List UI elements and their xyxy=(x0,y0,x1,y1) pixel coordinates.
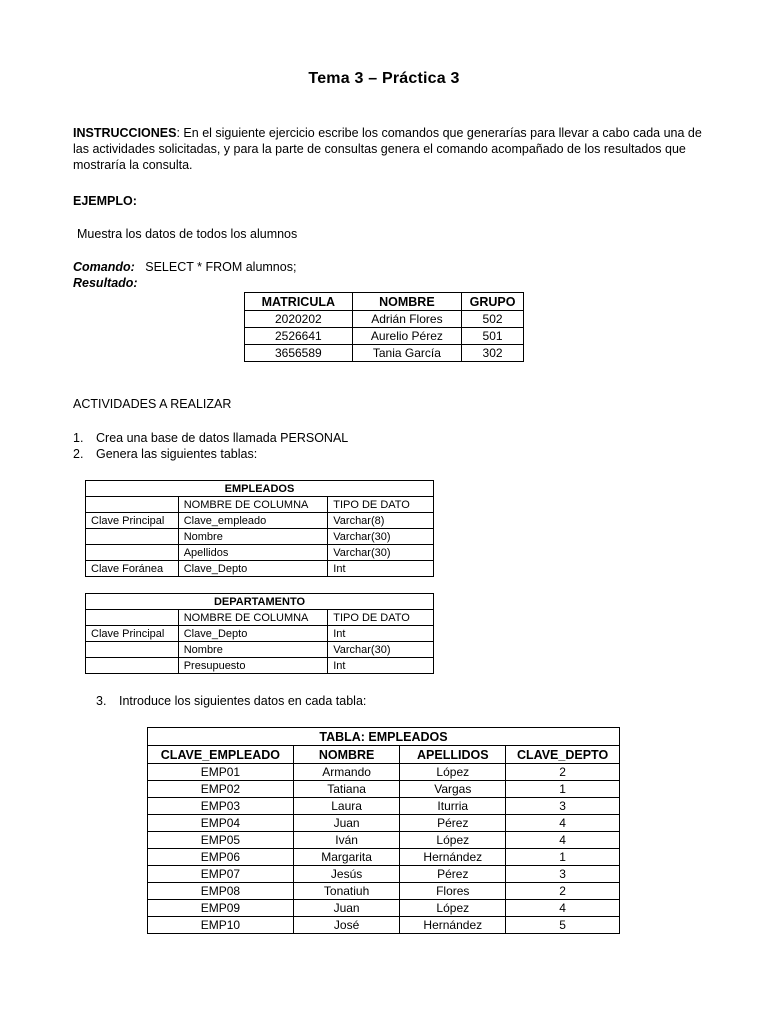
table-cell: Presupuesto xyxy=(178,658,328,674)
table-row xyxy=(245,345,524,362)
departamento-structure-table xyxy=(85,593,434,674)
table-cell: 2020202 xyxy=(245,311,353,328)
table-cell: Aurelio Pérez xyxy=(352,328,461,345)
table-row xyxy=(148,900,620,917)
table-cell: Jesús xyxy=(293,866,400,883)
command-line xyxy=(73,259,703,275)
table-cell xyxy=(86,642,179,658)
table-cell: Clave_Depto xyxy=(178,626,328,642)
table-row xyxy=(148,781,620,798)
table-cell xyxy=(86,529,179,545)
table-cell: Margarita xyxy=(293,849,400,866)
table-cell xyxy=(86,497,179,513)
table-header-cell: GRUPO xyxy=(462,293,524,311)
table-row xyxy=(148,917,620,934)
table-row xyxy=(148,815,620,832)
table-cell: EMP01 xyxy=(148,764,294,781)
table-row xyxy=(148,883,620,900)
table-header-cell: APELLIDOS xyxy=(400,746,506,764)
empleados-structure-table xyxy=(85,480,434,577)
table-header-row xyxy=(148,746,620,764)
table-title: DEPARTAMENTO xyxy=(86,594,434,610)
table-cell: Tonatiuh xyxy=(293,883,400,900)
table-cell xyxy=(86,545,179,561)
table-cell: Hernández xyxy=(400,849,506,866)
table-cell: Nombre xyxy=(178,529,328,545)
table-cell xyxy=(86,610,179,626)
table-title: TABLA: EMPLEADOS xyxy=(148,728,620,746)
table-cell: 1 xyxy=(506,849,620,866)
table-row xyxy=(148,832,620,849)
table-header-row xyxy=(245,293,524,311)
table-cell: EMP04 xyxy=(148,815,294,832)
table-cell: Vargas xyxy=(400,781,506,798)
instructions-paragraph xyxy=(73,125,703,173)
table-cell: EMP02 xyxy=(148,781,294,798)
table-cell: EMP06 xyxy=(148,849,294,866)
table-cell: 3 xyxy=(506,798,620,815)
result-label: Resultado: xyxy=(73,276,138,290)
activity-text: Crea una base de datos llamada PERSONAL xyxy=(96,431,349,445)
instructions-label: INSTRUCCIONES xyxy=(73,126,177,140)
table-cell: EMP05 xyxy=(148,832,294,849)
table-row xyxy=(148,849,620,866)
table-row xyxy=(148,764,620,781)
table-row xyxy=(245,328,524,345)
table-row xyxy=(86,658,434,674)
table-header-row xyxy=(86,610,434,626)
table-cell: Apellidos xyxy=(178,545,328,561)
table-cell: Varchar(30) xyxy=(328,642,434,658)
table-cell: Hernández xyxy=(400,917,506,934)
table-cell: Clave_Depto xyxy=(178,561,328,577)
table-header-cell: CLAVE_EMPLEADO xyxy=(148,746,294,764)
table-cell: López xyxy=(400,764,506,781)
activity-item xyxy=(73,430,703,446)
table-row xyxy=(86,561,434,577)
table-row xyxy=(148,866,620,883)
activity-text: Introduce los siguientes datos en cada tabla: xyxy=(119,694,367,708)
table-cell: EMP07 xyxy=(148,866,294,883)
table-cell: Int xyxy=(328,658,434,674)
instructions-text: : En el siguiente ejercicio escribe los comandos que generarías para llevar a cabo cada una de las actividades solicitadas, y para la parte de consultas genera el comando acompañado de los resultados que mostraría la consulta. xyxy=(73,126,702,172)
table-header-cell: TIPO DE DATO xyxy=(328,497,434,513)
table-header-cell: TIPO DE DATO xyxy=(328,610,434,626)
table-cell: Iván xyxy=(293,832,400,849)
table-cell: Iturria xyxy=(400,798,506,815)
example-prompt: Muestra los datos de todos los alumnos xyxy=(77,227,298,241)
example-heading: EJEMPLO: xyxy=(73,194,137,208)
result-table xyxy=(244,292,524,362)
table-cell: Int xyxy=(328,626,434,642)
table-title: EMPLEADOS xyxy=(86,481,434,497)
table-cell: Flores xyxy=(400,883,506,900)
table-cell: Laura xyxy=(293,798,400,815)
table-cell: EMP03 xyxy=(148,798,294,815)
table-title-row xyxy=(148,728,620,746)
table-cell: Clave Principal xyxy=(86,626,179,642)
table-row xyxy=(86,642,434,658)
activity-text: Genera las siguientes tablas: xyxy=(96,447,258,461)
table-cell: 501 xyxy=(462,328,524,345)
table-cell: Int xyxy=(328,561,434,577)
table-header-cell: MATRICULA xyxy=(245,293,353,311)
table-cell: 502 xyxy=(462,311,524,328)
table-cell: Adrián Flores xyxy=(352,311,461,328)
table-cell: Tania García xyxy=(352,345,461,362)
empleados-data-body xyxy=(148,764,620,934)
table-cell: EMP08 xyxy=(148,883,294,900)
table-cell: Clave_empleado xyxy=(178,513,328,529)
table-cell: Armando xyxy=(293,764,400,781)
table-cell: 2526641 xyxy=(245,328,353,345)
empleados-data-table xyxy=(147,727,620,934)
table-header-row xyxy=(86,497,434,513)
table-cell: López xyxy=(400,900,506,917)
table-cell: Nombre xyxy=(178,642,328,658)
activity-item xyxy=(96,693,726,709)
table-cell: 3 xyxy=(506,866,620,883)
table-cell: Pérez xyxy=(400,815,506,832)
activity-item xyxy=(73,446,703,462)
table-row xyxy=(86,529,434,545)
table-header-cell: NOMBRE DE COLUMNA xyxy=(178,497,328,513)
activities-heading: ACTIVIDADES A REALIZAR xyxy=(73,397,232,411)
table-cell: Clave Principal xyxy=(86,513,179,529)
table-cell: 5 xyxy=(506,917,620,934)
table-row xyxy=(86,626,434,642)
table-cell: Varchar(30) xyxy=(328,529,434,545)
table-cell: Varchar(8) xyxy=(328,513,434,529)
table-header-cell: NOMBRE xyxy=(293,746,400,764)
table-cell: Varchar(30) xyxy=(328,545,434,561)
table-cell: López xyxy=(400,832,506,849)
table-cell: Clave Foránea xyxy=(86,561,179,577)
table-cell: Juan xyxy=(293,900,400,917)
table-cell: 1 xyxy=(506,781,620,798)
table-cell: 3656589 xyxy=(245,345,353,362)
table-cell: José xyxy=(293,917,400,934)
table-cell: Juan xyxy=(293,815,400,832)
table-cell: 4 xyxy=(506,900,620,917)
table-cell: EMP09 xyxy=(148,900,294,917)
table-header-cell: NOMBRE xyxy=(352,293,461,311)
table-cell: 2 xyxy=(506,883,620,900)
activity-number: 3. xyxy=(96,694,107,708)
command-label: Comando: xyxy=(73,260,135,274)
page-title: Tema 3 – Práctica 3 xyxy=(308,70,460,87)
command-text: SELECT * FROM alumnos; xyxy=(145,260,297,274)
table-cell: Tatiana xyxy=(293,781,400,798)
table-header-cell: NOMBRE DE COLUMNA xyxy=(178,610,328,626)
table-cell: 2 xyxy=(506,764,620,781)
activity-number: 1. xyxy=(73,431,84,445)
table-row xyxy=(148,798,620,815)
table-cell: 4 xyxy=(506,832,620,849)
table-row xyxy=(245,311,524,328)
table-cell xyxy=(86,658,179,674)
table-cell: 4 xyxy=(506,815,620,832)
table-cell: Pérez xyxy=(400,866,506,883)
table-cell: EMP10 xyxy=(148,917,294,934)
table-title-row xyxy=(86,481,434,497)
table-title-row xyxy=(86,594,434,610)
table-row xyxy=(86,545,434,561)
table-row xyxy=(86,513,434,529)
activity-number: 2. xyxy=(73,447,84,461)
table-cell: 302 xyxy=(462,345,524,362)
table-header-cell: CLAVE_DEPTO xyxy=(506,746,620,764)
